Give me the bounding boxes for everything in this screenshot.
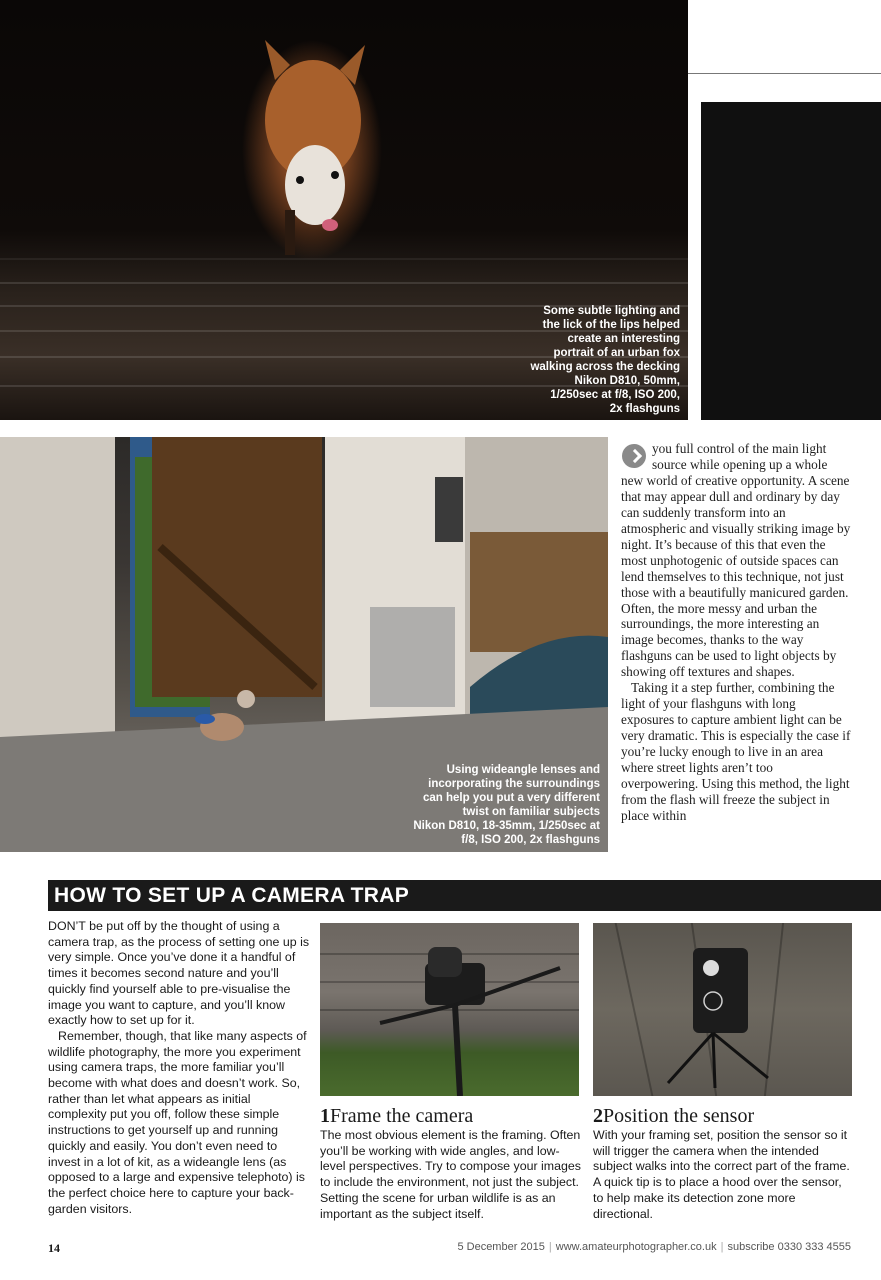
caption-camera-line: Nikon D810, 50mm,: [574, 375, 680, 387]
page-footer: [457, 1241, 851, 1253]
caption-line: incorporating the surroundings: [428, 778, 600, 790]
article-body-column: [621, 441, 852, 824]
step-title: Position the sensor: [603, 1105, 755, 1127]
step-number: 2: [593, 1105, 603, 1127]
caption-line: Some subtle lighting and: [543, 305, 680, 317]
step1-photo-camera-on-tripod: [320, 923, 579, 1096]
step2-photo-sensor-on-decking: [593, 923, 852, 1096]
caption-line: Using wideangle lenses and: [446, 764, 600, 776]
fox-illustration: [255, 40, 370, 255]
caption-camera-line: f/8, ISO 200, 2x flashguns: [461, 834, 600, 846]
footer-separator: |: [720, 1241, 724, 1253]
camera-trap-title: HOW TO SET UP A CAMERA TRAP: [54, 884, 409, 907]
fox-photo: [0, 0, 688, 420]
caption-line: create an interesting: [567, 333, 680, 345]
step2-body: With your framing set, position the sensor so it will trigger the camera when the intended subject walks into the correct part of the frame. A quick tip is to place a hood over the sensor, to help make its detection zone more directional.: [593, 1128, 850, 1221]
intro-paragraph: Remember, though, that like many aspects of wildlife photography, the more you experiment using camera traps, the more familiar you’ll become with what does and doesn’t work. So, rather than let what appears as initial complexity put you off, follow these simple instructions to get yourself up and running quickly and easily. You don’t even need to invest in a lot of kit, as a wideangle lens (as opposed to a large and expensive telephoto) is the perfect choice here to capture your back-garden visitors.: [48, 1028, 307, 1216]
step2-heading: [593, 1104, 754, 1128]
dark-side-panel: [701, 102, 881, 420]
step-number: 1: [320, 1105, 330, 1127]
header-rule: [688, 73, 881, 74]
jay-photo: [0, 437, 608, 852]
fox-photo-caption: [480, 304, 680, 416]
step-title: Frame the camera: [330, 1105, 474, 1127]
footer-subscribe: subscribe 0330 333 4555: [727, 1241, 851, 1253]
caption-line: walking across the decking: [530, 361, 680, 373]
article-paragraph: Taking it a step further, combining the light of your flashguns with long exposures to capture ambient light can be very dramatic. This is especially the case if you’re lucky enough to live in an area where street lights aren’t too overpowering. Using this method, the light from the flash will freeze the subject in place within: [621, 680, 851, 823]
camera-tripod-illustration: [320, 923, 579, 1096]
step1-body: The most obvious element is the framing. Often you’ll be working with wide angles, and low-level perspectives. Try to compose your images to include the environment, not just the subject. Setting the scene for urban wildlife is as an important as the subject itself.: [320, 1128, 582, 1221]
chevron-right-icon: [622, 444, 646, 468]
caption-camera-line: 1/250sec at f/8, ISO 200,: [550, 389, 680, 401]
jay-photo-caption: [410, 763, 600, 847]
footer-website[interactable]: www.amateurphotographer.co.uk: [555, 1241, 717, 1253]
camera-trap-intro: [48, 919, 310, 1217]
footer-separator: |: [548, 1241, 552, 1253]
intro-paragraph: DON’T be put off by the thought of using a camera trap, as the process of setting one up is very simple. Once you’ve done it a handful of times it becomes second nature and you’ll quickly find yourself able to pre-visualise the image you want to capture, and you’ll know exactly how to set up for it.: [48, 919, 310, 1028]
caption-line: can help you put a very different: [422, 792, 600, 804]
caption-camera-line: 2x flashguns: [609, 403, 680, 415]
caption-line: twist on familiar subjects: [462, 806, 600, 818]
sensor-illustration: [593, 923, 852, 1096]
caption-camera-line: Nikon D810, 18-35mm, 1/250sec at: [413, 820, 600, 832]
page-number: 14: [48, 1241, 60, 1255]
article-paragraph: you full control of the main light source while opening up a whole new world of creative opportunity. A scene that may appear dull and ordinary by day can suddenly transform into an atmospheric and visually striking image by night. It’s because of this that even the most unphotogenic of outside spaces can lend themselves to this technique, not just those with a beautifully manicured garden. Often, the more messy and urban the surroundings, the more interesting an image becomes, thanks to the way flashguns can be used to light objects by showing off textures and shapes.: [621, 441, 851, 680]
caption-line: the lick of the lips helped: [542, 319, 680, 331]
footer-date: 5 December 2015: [457, 1241, 545, 1253]
step1-heading: [320, 1104, 473, 1128]
caption-line: portrait of an urban fox: [553, 347, 680, 359]
